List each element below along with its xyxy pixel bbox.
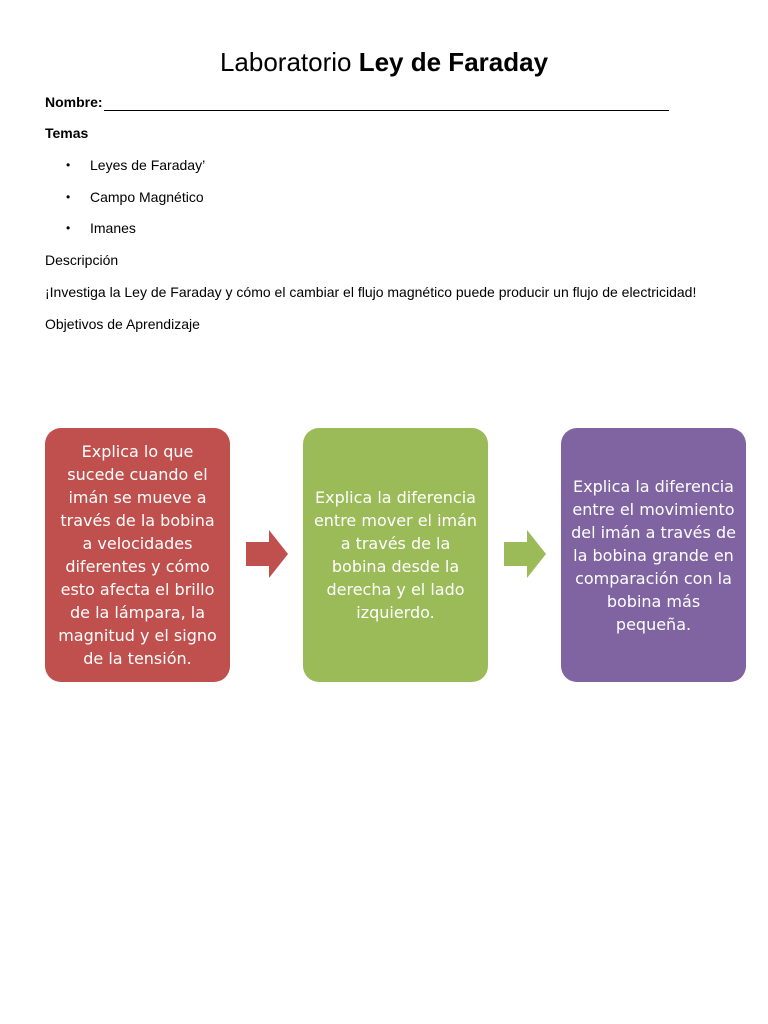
topic-item — [60, 156, 205, 188]
topics-heading: Temas — [45, 125, 89, 141]
objective-box-1 — [45, 428, 230, 682]
topic-label: Campo Magnético — [90, 188, 204, 205]
document-title — [0, 45, 768, 79]
title-regular: Laboratorio — [219, 47, 359, 77]
objective-text-3: Explica la diferencia entre el movimiento del imán a través de la bobina grande en comparación con la bobina más pequeña. — [571, 476, 736, 634]
topic-item — [60, 219, 205, 251]
objective-box-2 — [303, 428, 488, 682]
objective-box-3 — [561, 428, 746, 682]
arrow-shape-1 — [246, 530, 288, 578]
description-text: ¡Investiga la Ley de Faraday y cómo el cambiar el flujo magnético puede producir un flujo de electricidad! — [45, 284, 697, 300]
bullet-icon: • — [66, 189, 71, 204]
bullet-icon: • — [66, 158, 71, 172]
title-bold: Ley de Faraday — [358, 47, 549, 77]
arrow-right-icon — [246, 530, 288, 578]
name-row — [45, 93, 669, 111]
objectives-label: Objetivos de Aprendizaje — [45, 316, 200, 332]
name-label: Nombre: — [45, 94, 103, 110]
objective-text-2: Explica la diferencia entre mover el imán a través de la bobina desde la derecha y el lado izquierdo. — [313, 488, 478, 622]
topic-item — [60, 188, 205, 220]
topic-label: Imanes — [90, 220, 136, 236]
arrow-shape-2 — [504, 530, 546, 578]
objective-text-1: Explica lo que sucede cuando el imán se mueve a través de la bobina a velocidades diferentes y cómo esto afecta el brillo de la lámpara, la magnitud y el signo de la tensión. — [58, 442, 217, 668]
topics-list — [60, 156, 205, 251]
description-label: Descripción — [45, 252, 119, 268]
bullet-icon: • — [66, 221, 71, 235]
name-blank-line[interactable] — [104, 97, 669, 111]
arrow-right-icon — [504, 530, 546, 578]
topic-label: Leyes de Faraday’ — [90, 157, 206, 173]
